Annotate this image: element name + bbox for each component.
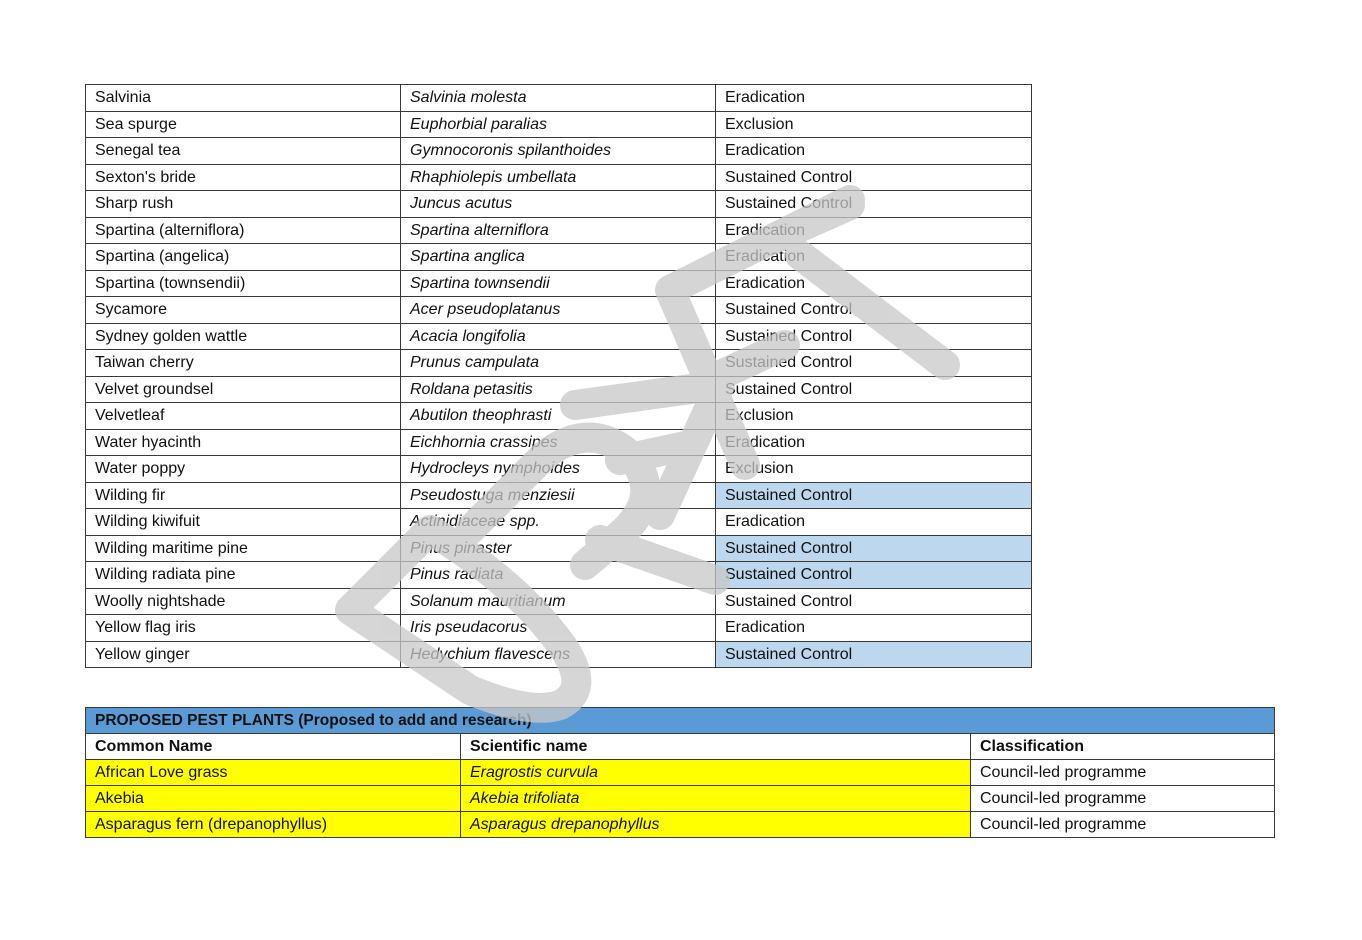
table-row bbox=[86, 760, 1275, 786]
scientific-name-cell: Spartina townsendii bbox=[401, 270, 716, 297]
common-name-cell: Taiwan cherry bbox=[86, 350, 401, 377]
common-name-cell: Water hyacinth bbox=[86, 429, 401, 456]
common-name-cell: Akebia bbox=[86, 786, 461, 812]
programme-cell: Exclusion bbox=[716, 456, 1032, 483]
header-classification: Classification bbox=[971, 734, 1275, 760]
classification-cell: Council-led programme bbox=[971, 760, 1275, 786]
table-row bbox=[86, 138, 1032, 165]
scientific-name-cell: Eragrostis curvula bbox=[461, 760, 971, 786]
common-name-cell: Velvetleaf bbox=[86, 403, 401, 430]
programme-cell: Sustained Control bbox=[716, 482, 1032, 509]
common-name-cell: Wilding radiata pine bbox=[86, 562, 401, 589]
proposed-header-row bbox=[86, 734, 1275, 760]
table-row bbox=[86, 323, 1032, 350]
header-common-name: Common Name bbox=[86, 734, 461, 760]
scientific-name-cell: Prunus campulata bbox=[401, 350, 716, 377]
programme-cell: Sustained Control bbox=[716, 191, 1032, 218]
common-name-cell: Wilding fir bbox=[86, 482, 401, 509]
scientific-name-cell: Akebia trifoliata bbox=[461, 786, 971, 812]
common-name-cell: Water poppy bbox=[86, 456, 401, 483]
programme-cell: Sustained Control bbox=[716, 535, 1032, 562]
scientific-name-cell: Acacia longifolia bbox=[401, 323, 716, 350]
programme-cell: Exclusion bbox=[716, 111, 1032, 138]
programme-cell: Eradication bbox=[716, 509, 1032, 536]
common-name-cell: Sea spurge bbox=[86, 111, 401, 138]
scientific-name-cell: Gymnocoronis spilanthoides bbox=[401, 138, 716, 165]
common-name-cell: Woolly nightshade bbox=[86, 588, 401, 615]
table-row bbox=[86, 641, 1032, 668]
programme-cell: Eradication bbox=[716, 429, 1032, 456]
table-row bbox=[86, 456, 1032, 483]
table-row bbox=[86, 509, 1032, 536]
scientific-name-cell: Rhaphiolepis umbellata bbox=[401, 164, 716, 191]
common-name-cell: Yellow ginger bbox=[86, 641, 401, 668]
scientific-name-cell: Asparagus drepanophyllus bbox=[461, 812, 971, 838]
common-name-cell: Sycamore bbox=[86, 297, 401, 324]
scientific-name-cell: Hedychium flavescens bbox=[401, 641, 716, 668]
common-name-cell: Sharp rush bbox=[86, 191, 401, 218]
common-name-cell: Wilding maritime pine bbox=[86, 535, 401, 562]
scientific-name-cell: Juncus acutus bbox=[401, 191, 716, 218]
scientific-name-cell: Roldana petasitis bbox=[401, 376, 716, 403]
scientific-name-cell: Solanum mauritianum bbox=[401, 588, 716, 615]
programme-cell: Eradication bbox=[716, 615, 1032, 642]
programme-cell: Sustained Control bbox=[716, 350, 1032, 377]
scientific-name-cell: Iris pseudacorus bbox=[401, 615, 716, 642]
table-row bbox=[86, 350, 1032, 377]
scientific-name-cell: Eichhornia crassipes bbox=[401, 429, 716, 456]
table-row bbox=[86, 297, 1032, 324]
table-row bbox=[86, 191, 1032, 218]
common-name-cell: Spartina (angelica) bbox=[86, 244, 401, 271]
programme-cell: Eradication bbox=[716, 85, 1032, 112]
scientific-name-cell: Spartina anglica bbox=[401, 244, 716, 271]
common-name-cell: African Love grass bbox=[86, 760, 461, 786]
pest-plants-table bbox=[85, 84, 1032, 668]
table-row bbox=[86, 615, 1032, 642]
scientific-name-cell: Pinus pinaster bbox=[401, 535, 716, 562]
programme-cell: Eradication bbox=[716, 138, 1032, 165]
table-row bbox=[86, 164, 1032, 191]
programme-cell: Sustained Control bbox=[716, 562, 1032, 589]
scientific-name-cell: Abutilon theophrasti bbox=[401, 403, 716, 430]
programme-cell: Sustained Control bbox=[716, 164, 1032, 191]
programme-cell: Sustained Control bbox=[716, 641, 1032, 668]
programme-cell: Sustained Control bbox=[716, 376, 1032, 403]
table-row bbox=[86, 217, 1032, 244]
proposed-title: PROPOSED PEST PLANTS (Proposed to add and research) bbox=[86, 708, 1275, 734]
programme-cell: Eradication bbox=[716, 270, 1032, 297]
scientific-name-cell: Hydrocleys nymphoides bbox=[401, 456, 716, 483]
common-name-cell: Salvinia bbox=[86, 85, 401, 112]
common-name-cell: Spartina (alterniflora) bbox=[86, 217, 401, 244]
scientific-name-cell: Spartina alterniflora bbox=[401, 217, 716, 244]
common-name-cell: Wilding kiwifuit bbox=[86, 509, 401, 536]
programme-cell: Sustained Control bbox=[716, 323, 1032, 350]
table-row bbox=[86, 562, 1032, 589]
table-row bbox=[86, 535, 1032, 562]
programme-cell: Exclusion bbox=[716, 403, 1032, 430]
scientific-name-cell: Salvinia molesta bbox=[401, 85, 716, 112]
common-name-cell: Sydney golden wattle bbox=[86, 323, 401, 350]
programme-cell: Eradication bbox=[716, 217, 1032, 244]
table-row bbox=[86, 812, 1275, 838]
table-row bbox=[86, 403, 1032, 430]
table-row bbox=[86, 429, 1032, 456]
common-name-cell: Asparagus fern (drepanophyllus) bbox=[86, 812, 461, 838]
programme-cell: Sustained Control bbox=[716, 297, 1032, 324]
table-row bbox=[86, 85, 1032, 112]
programme-cell: Eradication bbox=[716, 244, 1032, 271]
common-name-cell: Sexton's bride bbox=[86, 164, 401, 191]
proposed-pest-plants-table bbox=[85, 707, 1275, 838]
table-row bbox=[86, 270, 1032, 297]
classification-cell: Council-led programme bbox=[971, 786, 1275, 812]
common-name-cell: Spartina (townsendii) bbox=[86, 270, 401, 297]
common-name-cell: Velvet groundsel bbox=[86, 376, 401, 403]
header-scientific-name: Scientific name bbox=[461, 734, 971, 760]
table-row bbox=[86, 588, 1032, 615]
pest-plants-body bbox=[86, 85, 1032, 668]
table-row bbox=[86, 244, 1032, 271]
scientific-name-cell: Acer pseudoplatanus bbox=[401, 297, 716, 324]
programme-cell: Sustained Control bbox=[716, 588, 1032, 615]
scientific-name-cell: Actinidiaceae spp. bbox=[401, 509, 716, 536]
scientific-name-cell: Pseudostuga menziesii bbox=[401, 482, 716, 509]
common-name-cell: Senegal tea bbox=[86, 138, 401, 165]
proposed-title-row bbox=[86, 708, 1275, 734]
table-row bbox=[86, 786, 1275, 812]
proposed-pest-plants-body bbox=[86, 760, 1275, 838]
scientific-name-cell: Euphorbial paralias bbox=[401, 111, 716, 138]
classification-cell: Council-led programme bbox=[971, 812, 1275, 838]
scientific-name-cell: Pinus radiata bbox=[401, 562, 716, 589]
common-name-cell: Yellow flag iris bbox=[86, 615, 401, 642]
table-row bbox=[86, 376, 1032, 403]
table-row bbox=[86, 111, 1032, 138]
table-row bbox=[86, 482, 1032, 509]
